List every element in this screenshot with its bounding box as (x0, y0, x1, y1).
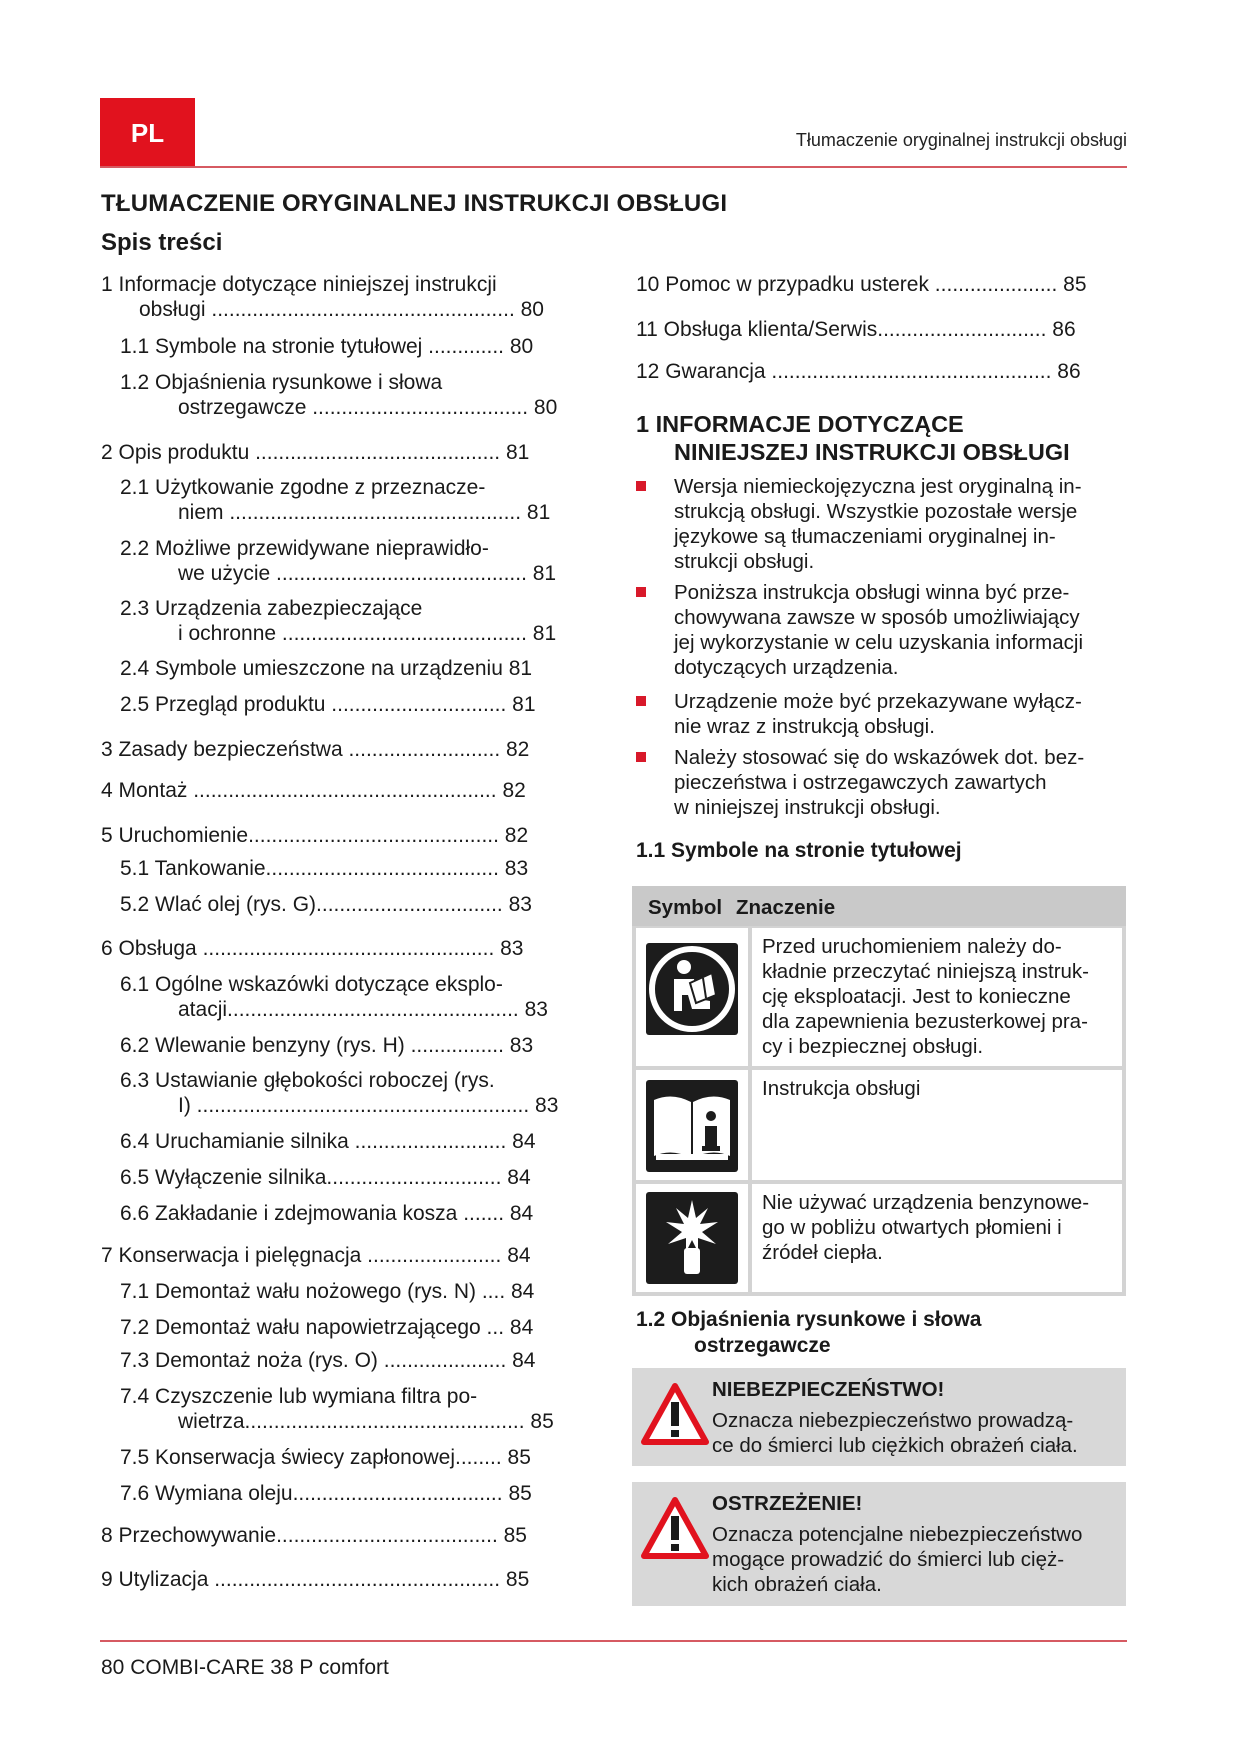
column-header-meaning: Znaczenie (736, 896, 836, 919)
toc-entry[interactable]: 4 Montaż .................................................... 82 (101, 779, 526, 802)
toc-entry[interactable]: 1.1 Symbole na stronie tytułowej ............. 80 (120, 335, 534, 358)
toc-entry[interactable]: 2 Opis produktu .......................................... 81 (101, 441, 530, 464)
toc-entry[interactable]: 6.6 Zakładanie i zdejmowania kosza ....... 84 (120, 1202, 534, 1225)
table-row (636, 928, 1122, 1066)
warning-description: Oznacza potencjalne niebezpieczeństwo mogące prowadzić do śmierci lub cięż- kich obrażeń ciała. (712, 1523, 1083, 1596)
section-1-2-heading: 1.2 Objaśnienia rysunkowe i słowa ostrzegawcze (636, 1308, 982, 1357)
bullet-square-icon (636, 481, 646, 491)
meaning-cell: Przed uruchomieniem należy do- kładnie przeczytać niniejszą instruk- cję eksploatacji. Jest to konieczne dla zapewnienia bezusterkowej pra- cy i bezpiecznej obsługi. (752, 928, 1122, 1066)
toc-entry[interactable]: 7.1 Demontaż wału nożowego (rys. N) .... 84 (120, 1280, 535, 1303)
toc-entry[interactable]: 7.5 Konserwacja świecy zapłonowej........ 85 (120, 1446, 531, 1469)
section-1-1-heading: 1.1 Symbole na stronie tytułowej (636, 839, 962, 862)
manual-info-icon (646, 1080, 738, 1172)
footer-rule (100, 1640, 1127, 1642)
language-tab: PL (100, 98, 195, 168)
section-1-heading: 1 INFORMACJE DOTYCZĄCE NINIEJSZEJ INSTRUKCJI OBSŁUGI (636, 411, 1070, 465)
danger-title: NIEBEZPIECZEŃSTWO! (712, 1378, 945, 1401)
toc-entry[interactable]: 2.2 Możliwe przewidywane nieprawidło- we użycie ........................................... 81 (120, 537, 557, 585)
table-header (632, 886, 1126, 926)
toc-entry[interactable]: 5 Uruchomienie........................................... 82 (101, 824, 529, 847)
warning-notice (632, 1482, 1126, 1606)
toc-entry[interactable]: 2.3 Urządzenia zabezpieczające i ochronne .......................................... 81 (120, 597, 557, 645)
symbol-cell (636, 928, 748, 1066)
toc-entry[interactable]: 7.2 Demontaż wału napowietrzającego ... 84 (120, 1316, 534, 1339)
list-item: Urządzenie może być przekazywane wyłącz- nie wraz z instrukcją obsługi. (636, 689, 1126, 739)
toc-entry[interactable]: 7.3 Demontaż noża (rys. O) ..................... 84 (120, 1349, 536, 1372)
toc-entry[interactable]: 9 Utylizacja ................................................. 85 (101, 1568, 530, 1591)
toc-entry[interactable]: 6 Obsługa .................................................. 83 (101, 937, 524, 960)
column-header-symbol: Symbol (648, 896, 723, 919)
header-title: Tłumaczenie oryginalnej instrukcji obsługi (795, 130, 1127, 150)
table-row (636, 1070, 1122, 1180)
toc-entry[interactable]: 7.4 Czyszczenie lub wymiana filtra po- wietrza................................................ 85 (120, 1385, 554, 1433)
table-row (636, 1184, 1122, 1292)
list-item: Wersja niemieckojęzyczna jest oryginalną in- strukcją obsługi. Wszystkie pozostałe wersje językowe są tłumaczeniami oryginalnej in- strukcji obsługi. (636, 474, 1126, 574)
toc-entry[interactable]: 5.2 Wlać olej (rys. G)................................ 83 (120, 893, 532, 916)
list-item: Poniższa instrukcja obsługi winna być prze- chowywana zawsze w sposób umożliwiający jej wykorzystanie w celu uzyskania informacji dotyczących urządzenia. (636, 580, 1126, 680)
footer-page-info: 80 COMBI-CARE 38 P comfort (101, 1656, 389, 1679)
toc-entry[interactable]: 7 Konserwacja i pielęgnacja ....................... 84 (101, 1244, 531, 1267)
toc-entry[interactable]: 6.1 Ogólne wskazówki dotyczące eksplo- atacji.................................................. 83 (120, 973, 548, 1021)
no-open-flame-icon (646, 1192, 738, 1284)
toc-entry[interactable]: 11 Obsługa klienta/Serwis............................. 86 (636, 318, 1076, 341)
toc-entry[interactable]: 6.4 Uruchamianie silnika .......................... 84 (120, 1130, 536, 1153)
symbol-table (632, 886, 1126, 1296)
bullet-square-icon (636, 752, 646, 762)
danger-triangle-icon (640, 1382, 710, 1446)
toc-entry[interactable]: 2.4 Symbole umieszczone na urządzeniu 81 (120, 657, 533, 680)
meaning-cell: Nie używać urządzenia benzynowe- go w pobliżu otwartych płomieni i źródeł ciepła. (752, 1184, 1122, 1292)
toc-entry[interactable]: 1.2 Objaśnienia rysunkowe i słowa ostrzegawcze ..................................... 80 (120, 371, 558, 419)
symbol-cell (636, 1070, 748, 1180)
read-manual-icon (646, 943, 738, 1035)
warning-triangle-icon (640, 1496, 710, 1560)
danger-description: Oznacza niebezpieczeństwo prowadzą- ce do śmierci lub ciężkich obrażeń ciała. (712, 1409, 1078, 1457)
toc-entry[interactable]: 2.5 Przegląd produktu .............................. 81 (120, 693, 536, 716)
toc-entry[interactable]: 6.2 Wlewanie benzyny (rys. H) ................ 83 (120, 1034, 534, 1057)
list-item: Należy stosować się do wskazówek dot. bez- pieczeństwa i ostrzegawczych zawartych w niniejszej instrukcji obsługi. (636, 745, 1126, 820)
bullet-square-icon (636, 587, 646, 597)
bullet-square-icon (636, 696, 646, 706)
toc-entry[interactable]: 7.6 Wymiana oleju.................................... 85 (120, 1482, 532, 1505)
toc-entry[interactable]: 5.1 Tankowanie........................................ 83 (120, 857, 529, 880)
toc-entry[interactable]: 1 Informacje dotyczące niniejszej instrukcji obsługi .................................................... 80 (101, 273, 544, 321)
danger-notice (632, 1368, 1126, 1466)
toc-entry[interactable]: 10 Pomoc w przypadku usterek ..................... 85 (636, 273, 1087, 296)
toc-entry[interactable]: 6.3 Ustawianie głębokości roboczej (rys. I) ......................................................... 83 (120, 1069, 559, 1117)
toc-entry[interactable]: 12 Gwarancja ................................................ 86 (636, 360, 1081, 383)
symbol-cell (636, 1184, 748, 1292)
document-title: TŁUMACZENIE ORYGINALNEJ INSTRUKCJI OBSŁUGI (101, 190, 728, 217)
toc-entry[interactable]: 6.5 Wyłączenie silnika.............................. 84 (120, 1166, 531, 1189)
meaning-cell: Instrukcja obsługi (752, 1070, 1122, 1180)
toc-entry[interactable]: 3 Zasady bezpieczeństwa .......................... 82 (101, 738, 530, 761)
toc-entry[interactable]: 8 Przechowywanie...................................... 85 (101, 1524, 527, 1547)
header-rule (100, 166, 1127, 168)
toc-title: Spis treści (101, 229, 223, 256)
warning-title: OSTRZEŻENIE! (712, 1492, 863, 1515)
toc-entry[interactable]: 2.1 Użytkowanie zgodne z przeznacze- niem .................................................. 81 (120, 476, 551, 524)
